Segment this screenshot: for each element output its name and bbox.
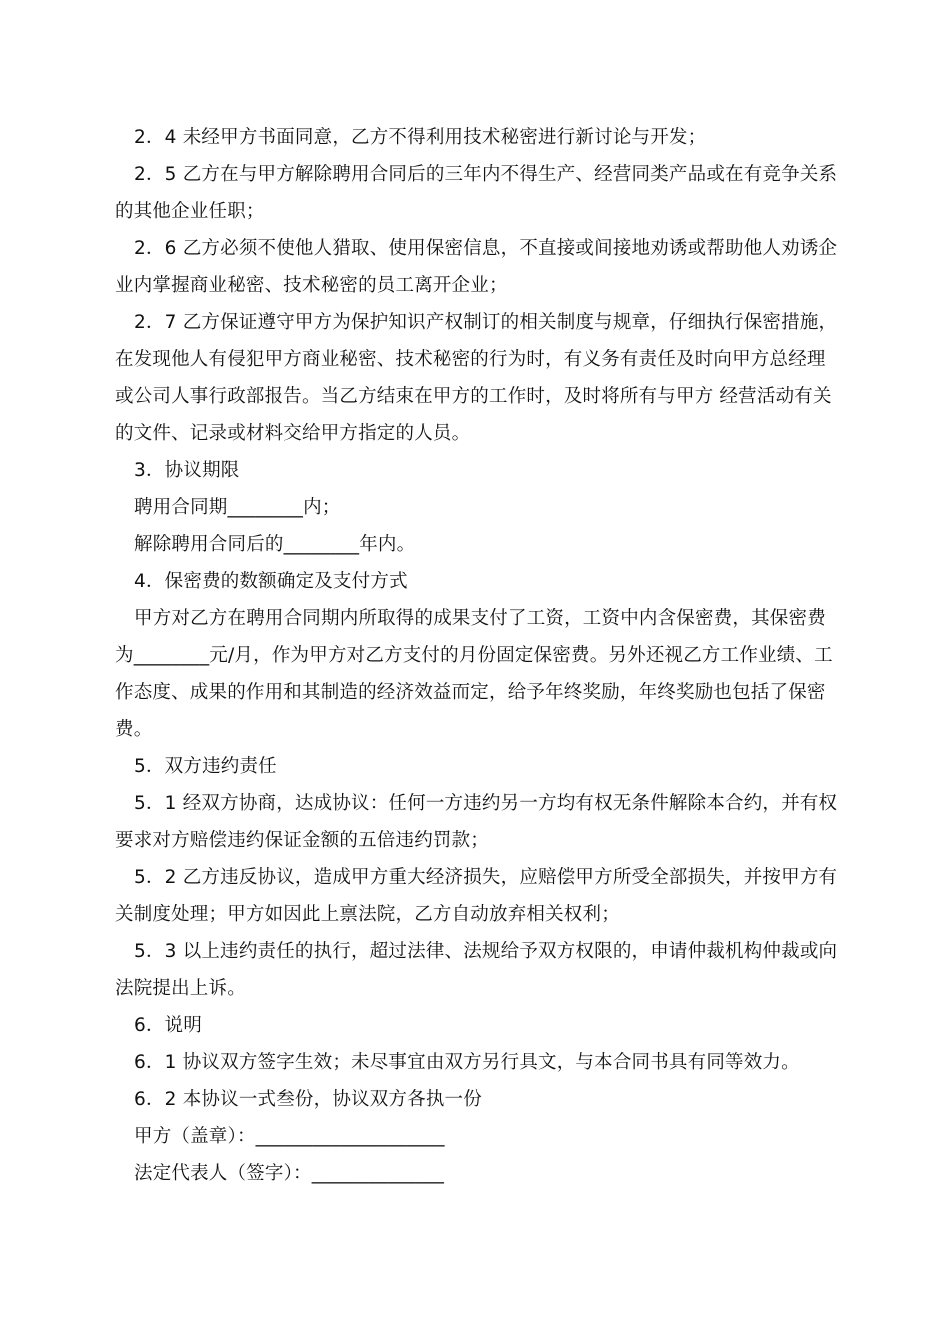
- clause-5-1: 5．1 经双方协商，达成协议：任何一方违约另一方均有权无条件解除本合约，并有权要求对方赔偿违约保证金额的五倍违约罚款；: [115, 793, 838, 851]
- clause-6-2: 6．2 本协议一式叁份，协议双方各执一份: [134, 1089, 482, 1110]
- section-5-heading: 5．双方违约责任: [134, 756, 277, 777]
- clause-2-6: 2．6 乙方必须不使他人猎取、使用保密信息，不直接或间接地劝诱或帮助他人劝诱企业内掌握商业秘密、技术秘密的员工离开企业；: [115, 238, 838, 296]
- clause-5-2: 5．2 乙方违反协议，造成甲方重大经济损失，应赔偿甲方所受全部损失，并按甲方有关制度处理；甲方如因此上禀法院，乙方自动放弃相关权利；: [115, 867, 838, 925]
- post-contract-term-line: 解除聘用合同后的________年内。: [134, 534, 416, 555]
- clause-2-5: 2．5 乙方在与甲方解除聘用合同后的三年内不得生产、经营同类产品或在有竞争关系的其他企业任职；: [115, 164, 838, 222]
- section-4-heading: 4．保密费的数额确定及支付方式: [134, 571, 408, 592]
- section-3-heading: 3．协议期限: [134, 460, 240, 481]
- party-a-seal-line: 甲方（盖章）：____________________: [134, 1126, 445, 1147]
- clause-6-1: 6．1 协议双方签字生效；未尽事宜由双方另行具文，与本合同书具有同等效力。: [134, 1052, 800, 1073]
- legal-representative-signature-line: 法定代表人（签字）：______________: [134, 1163, 445, 1184]
- clause-2-7: 2．7 乙方保证遵守甲方为保护知识产权制订的相关制度与规章，仔细执行保密措施，在发现他人有侵犯甲方商业秘密、技术秘密的行为时，有义务有责任及时向甲方总经理或公司人事行政部报告。当乙方结束在甲方的工作时，及时将所有与甲方 经营活动有关的文件、记录或材料交给甲方指定的人员。: [115, 312, 838, 444]
- contract-term-line: 聘用合同期________内；: [134, 497, 341, 518]
- section-6-heading: 6．说明: [134, 1015, 203, 1036]
- clause-2-4: 2．4 未经甲方书面同意，乙方不得利用技术秘密进行新讨论与开发；: [134, 127, 707, 148]
- document-body: [115, 119, 840, 1192]
- confidentiality-fee-paragraph: 甲方对乙方在聘用合同期内所取得的成果支付了工资，工资中内含保密费，其保密费为________元/月，作为甲方对乙方支付的月份固定保密费。另外还视乙方工作业绩、工作态度、成果的作用和其制造的经济效益而定，给予年终奖励，年终奖励也包括了保密费。: [115, 608, 833, 740]
- clause-5-3: 5．3 以上违约责任的执行，超过法律、法规给予双方权限的，申请仲裁机构仲裁或向法院提出上诉。: [115, 941, 838, 999]
